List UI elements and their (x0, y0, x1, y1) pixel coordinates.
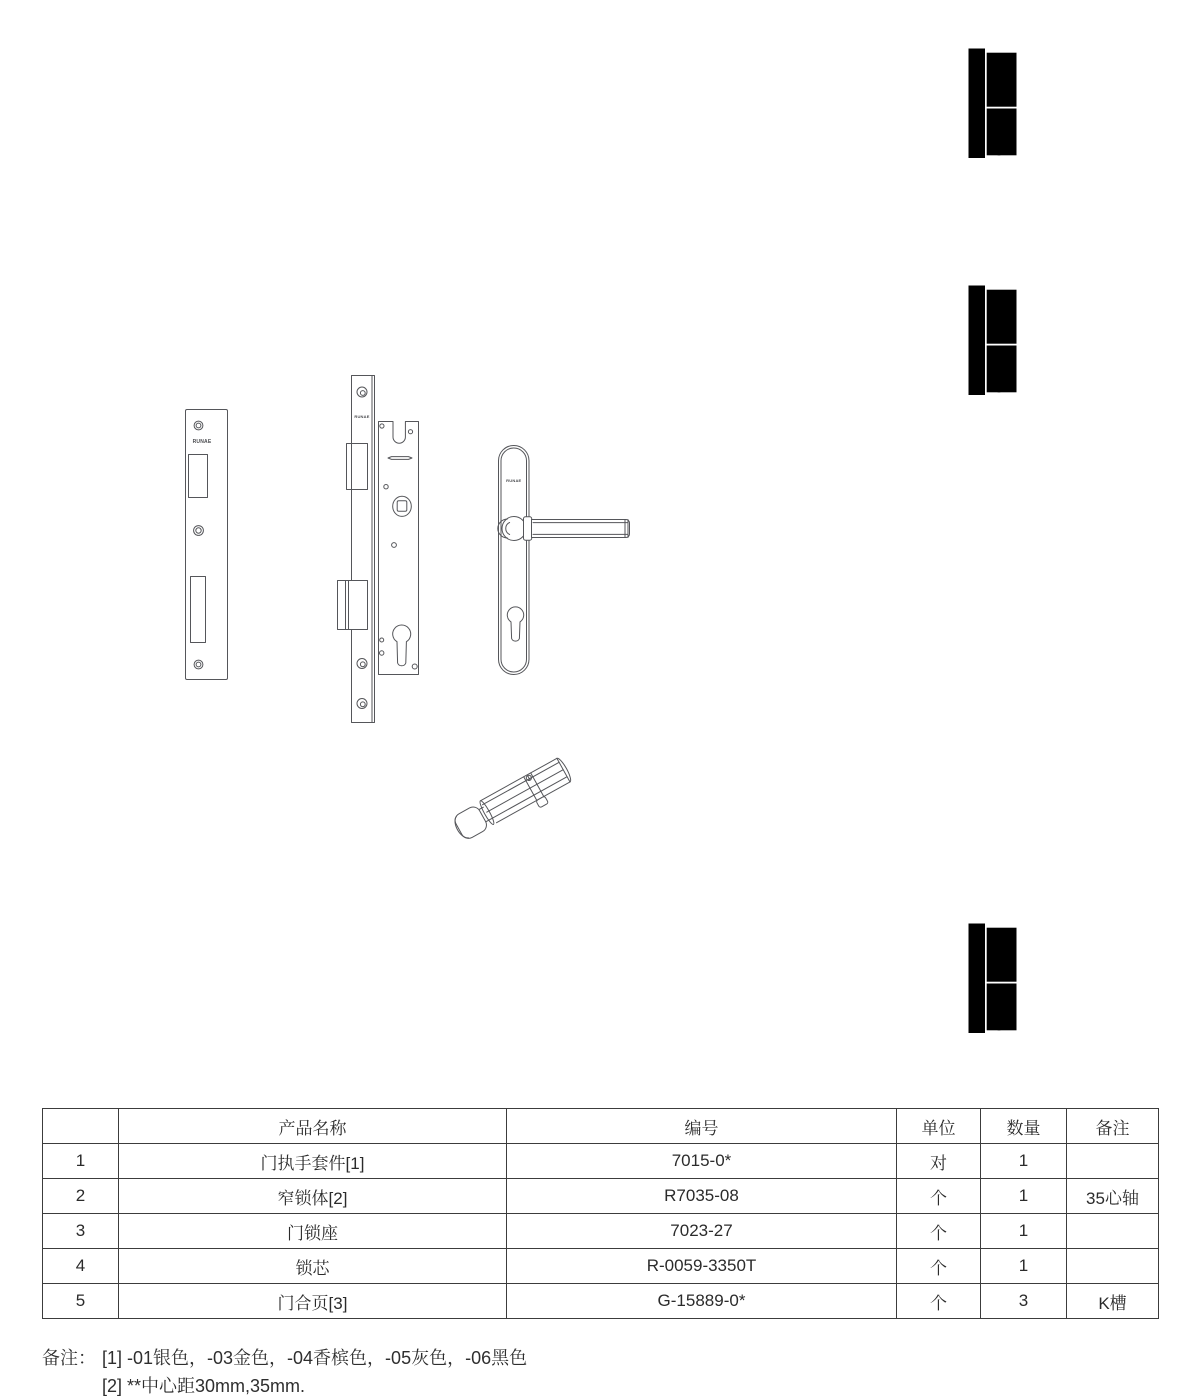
cell-remark: K槽 (1067, 1284, 1159, 1319)
header-qty: 数量 (981, 1109, 1067, 1144)
table-header-row (43, 1109, 1159, 1144)
cell-qty: 1 (981, 1144, 1067, 1179)
cell-unit: 对 (897, 1144, 981, 1179)
header-remark: 备注 (1067, 1109, 1159, 1144)
cell-remark (1067, 1214, 1159, 1249)
footnote-label: 备注： (42, 1348, 96, 1368)
brand-logo: RUNAE (506, 478, 522, 483)
cell-product-name: 锁芯 (119, 1249, 507, 1284)
door-hinge-drawing-3 (961, 922, 1017, 1034)
cell-code: G-15889-0* (507, 1284, 897, 1319)
cell-index: 4 (43, 1249, 119, 1284)
cell-unit: 个 (897, 1284, 981, 1319)
table-row (43, 1284, 1159, 1319)
parts-table (42, 1108, 1159, 1319)
table-row (43, 1179, 1159, 1214)
lock-cylinder-drawing (450, 748, 580, 848)
table-row (43, 1249, 1159, 1284)
header-code: 编号 (507, 1109, 897, 1144)
cell-index: 2 (43, 1179, 119, 1214)
cell-remark (1067, 1144, 1159, 1179)
cell-remark (1067, 1249, 1159, 1284)
header-unit: 单位 (897, 1109, 981, 1144)
footnote-line-1: [1] -01银色，-03金色，-04香槟色，-05灰色，-06黑色 (102, 1348, 528, 1368)
door-hinge-drawing-1 (961, 47, 1017, 159)
cell-index: 3 (43, 1214, 119, 1249)
cell-index: 1 (43, 1144, 119, 1179)
cell-code: R-0059-3350T (507, 1249, 897, 1284)
cell-qty: 1 (981, 1214, 1067, 1249)
cell-remark: 35心轴 (1067, 1179, 1159, 1214)
cell-code: 7023-27 (507, 1214, 897, 1249)
cell-qty: 3 (981, 1284, 1067, 1319)
mortise-lock-drawing (336, 374, 422, 724)
cell-qty: 1 (981, 1179, 1067, 1214)
cell-code: 7015-0* (507, 1144, 897, 1179)
handle-set-drawing (497, 444, 633, 676)
cell-code: R7035-08 (507, 1179, 897, 1214)
brand-logo: RUNAE (354, 414, 370, 419)
table-row (43, 1214, 1159, 1249)
table-row (43, 1144, 1159, 1179)
door-hinge-drawing-2 (961, 284, 1017, 396)
header-index (43, 1109, 119, 1144)
cell-unit: 个 (897, 1179, 981, 1214)
cell-qty: 1 (981, 1249, 1067, 1284)
header-product-name: 产品名称 (119, 1109, 507, 1144)
cell-index: 5 (43, 1284, 119, 1319)
cell-product-name: 门锁座 (119, 1214, 507, 1249)
cell-product-name: 窄锁体[2] (119, 1179, 507, 1214)
footnotes (42, 1344, 527, 1400)
cell-product-name: 门合页[3] (119, 1284, 507, 1319)
strike-plate-drawing (185, 409, 228, 680)
cell-unit: 个 (897, 1214, 981, 1249)
cell-product-name: 门执手套件[1] (119, 1144, 507, 1179)
cell-unit: 个 (897, 1249, 981, 1284)
footnote-line-2: [2] **中心距30mm,35mm. (102, 1376, 306, 1396)
brand-logo: RUNAE (192, 439, 212, 445)
